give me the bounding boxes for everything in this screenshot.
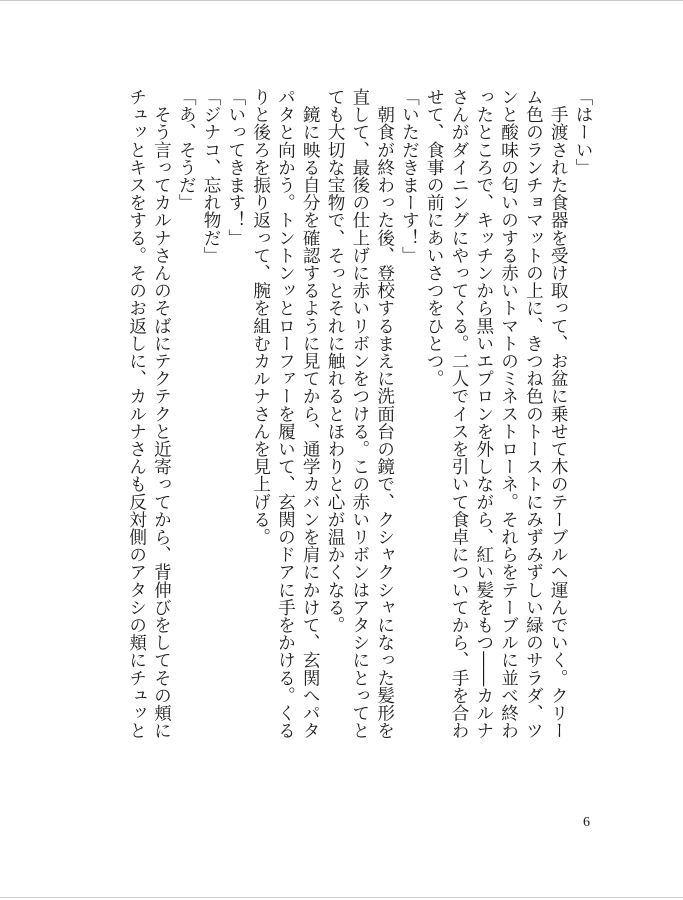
text-line: 「いってきます！」 [225, 88, 246, 247]
text-line: 朝食が終わった後、登校するまえに洗面台の鏡で、クシャクシャになった髪形を [374, 88, 395, 740]
text-line: そう言ってカルナさんのそばにテクテクと近寄ってから、背伸びをしてその頬に [151, 88, 172, 740]
page-top-border [0, 0, 683, 1]
page-number: 6 [583, 815, 590, 830]
text-line: チュッとキスをする。そのお返しに、カルナさんも反対側のアタシの頬にチュッと [126, 88, 147, 740]
text-line: せて、食事の前にあいさつをひとつ。 [424, 88, 445, 388]
text-line: ム色のランチョマットの上に、きつね色のトーストにみずみずしい緑のサラダ、ツ [523, 88, 544, 740]
text-line: 「はーい」 [573, 88, 593, 176]
text-line: 「ジナコ、忘れ物だ」 [201, 88, 222, 264]
text-line: 直して、最後の仕上げに赤いリボンをつける。この赤いリボンはアタシにとってと [349, 88, 370, 740]
text-line: ったところで、キッチンから黒いエプロンを外しながら、紅い髪をもつ――カルナ [473, 88, 494, 740]
text-line: さんがダイニングにやってくる。二人でイスを引いて食卓についてから、手を合わ [449, 88, 470, 740]
text-line: りと後ろを振り返って、腕を組むカルナさんを見上げる。 [250, 88, 271, 546]
text-line: パタと向かう。トントンッとローファーを履いて、玄関のドアに手をかける。くる [275, 88, 296, 740]
vertical-text-body [115, 88, 595, 808]
text-line: 手渡された食器を受け取って、お盆に乗せて木のテーブルへ運んでいく。クリー [548, 88, 569, 740]
text-line: ても大切な宝物で、そっとそれに触れるとほわりと心が温かくなる。 [325, 88, 346, 634]
text-line: ンと酸味の匂いのする赤いトマトのミネストローネ。それらをテーブルに並べ終わ [498, 88, 519, 740]
text-line: 「いただきまーす！」 [399, 88, 420, 264]
page-bottom-border [0, 897, 683, 898]
text-line: 「あ、そうだ」 [176, 88, 197, 212]
text-line: 鏡に映る自分を確認するように見てから、通学カバンを肩にかけて、玄関へパタ [300, 88, 321, 740]
